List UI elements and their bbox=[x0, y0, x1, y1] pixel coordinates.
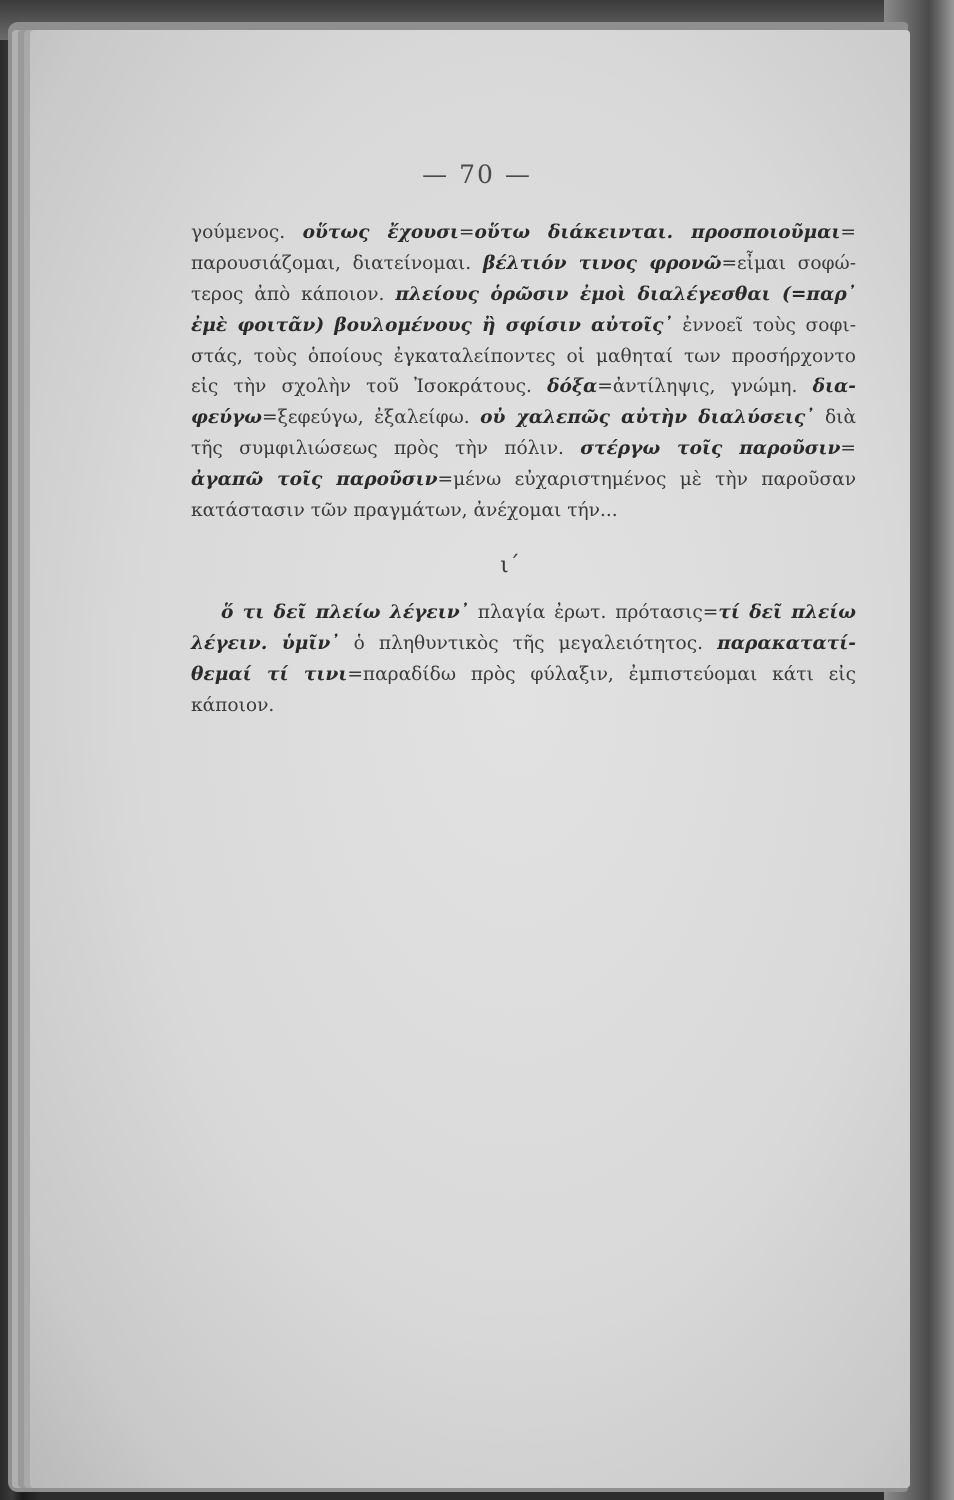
section-mark: ι΄ bbox=[500, 553, 520, 578]
bold-term: οὕτως ἔχουσι bbox=[302, 222, 459, 243]
text-run: =εἶμαι σοφώ- bbox=[721, 252, 856, 274]
paragraph-glossary-1 bbox=[191, 218, 856, 527]
text-line bbox=[191, 465, 856, 496]
bold-term: θεμαί τί τινι bbox=[191, 663, 348, 685]
page-number: — 70 — bbox=[422, 160, 532, 189]
text-line bbox=[191, 403, 856, 434]
text-line bbox=[191, 342, 856, 373]
bold-term: ἐμὲ φοιτᾶν) βουλομένους ἢ σφίσιν αὐτοῖς᾽ bbox=[191, 314, 673, 336]
bold-term: ὅ τι δεῖ πλείω λέγειν᾽ bbox=[221, 602, 469, 623]
bold-term: δόξα bbox=[547, 376, 598, 398]
text-line bbox=[191, 249, 856, 280]
text-run: στάς, τοὺς ὁποίους ἐγκαταλείποντες οἱ μαθηταί των προσήρχοντο bbox=[191, 345, 856, 367]
text-run: κατάστασιν τῶν πραγμάτων, ἀνέχομαι τήν... bbox=[191, 500, 618, 522]
text-run: = bbox=[458, 222, 475, 243]
text-run: =ἀντίληψις, γνώμη. bbox=[597, 376, 813, 398]
text-line bbox=[191, 691, 856, 722]
text-run: κάποιον. bbox=[191, 694, 275, 716]
text-run: πλαγία ἐρωτ. πρότασις= bbox=[468, 602, 719, 623]
text-run: =παραδίδω πρὸς φύλαξιν, ἐμπιστεύομαι κάτι εἰς bbox=[347, 663, 856, 685]
bold-term: βέλτιόν τινος φρονῶ bbox=[482, 252, 722, 274]
text-line bbox=[191, 660, 856, 691]
text-run: τῆς συμφιλιώσεως πρὸς τὴν πόλιν. bbox=[191, 438, 581, 460]
bold-term: πλείους ὁρῶσιν ἐμοὶ διαλέγεσθαι (=παρ᾽ bbox=[395, 283, 857, 305]
bold-term: λέγειν. ὑμῖν᾽ bbox=[191, 632, 340, 654]
text-line bbox=[191, 372, 856, 403]
bold-term: στέργω τοῖς παροῦσιν bbox=[580, 438, 841, 460]
text-run: γούμενος. bbox=[191, 222, 303, 243]
text-line bbox=[191, 311, 856, 342]
text-run: τερος ἀπὸ κάποιον. bbox=[191, 283, 396, 305]
bold-term: οὐ χαλεπῶς αὐτὴν διαλύσεις᾽ bbox=[480, 407, 815, 429]
bold-term: τί δεῖ πλείω bbox=[718, 602, 857, 623]
text-line bbox=[191, 434, 856, 465]
text-line bbox=[191, 496, 856, 527]
paragraph-glossary-2 bbox=[191, 598, 856, 722]
text-run: διὰ bbox=[814, 407, 856, 429]
text-run: = bbox=[840, 222, 857, 243]
text-run: = bbox=[840, 438, 856, 460]
text-line bbox=[191, 629, 856, 660]
text-run: =ξεφεύγω, ἐξαλείφω. bbox=[262, 407, 481, 429]
text-run: ἐννοεῖ τοὺς σοφι- bbox=[672, 314, 856, 336]
text-run: =μένω εὐχαριστημένος μὲ τὴν παροῦσαν bbox=[437, 469, 857, 491]
text-line bbox=[191, 598, 856, 629]
bold-term: οὕτω διάκεινται. προσποιοῦμαι bbox=[474, 222, 841, 243]
bold-term: ἀγαπῶ τοῖς παροῦσιν bbox=[191, 469, 438, 491]
text-line bbox=[191, 218, 856, 249]
bold-term: φεύγω bbox=[191, 407, 263, 429]
text-run: εἰς τὴν σχολὴν τοῦ Ἰσοκράτους. bbox=[191, 376, 548, 398]
text-run: παρουσιάζομαι, διατείνομαι. bbox=[191, 252, 483, 274]
text-run: ὁ πληθυντικὸς τῆς μεγαλειότητος. bbox=[339, 632, 718, 654]
text-line bbox=[191, 280, 856, 311]
bold-term: παρακατατί- bbox=[717, 632, 856, 654]
bold-term: δια- bbox=[812, 376, 857, 398]
